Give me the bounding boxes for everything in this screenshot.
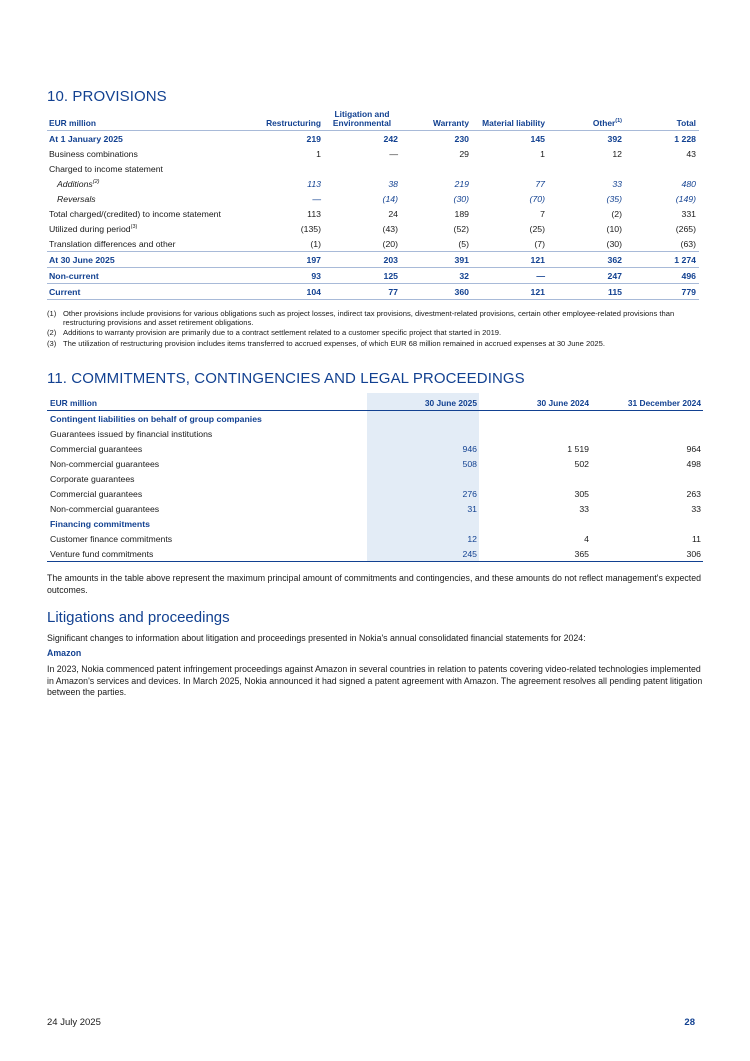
cell-value: 779 [625, 284, 699, 300]
provisions-row [47, 221, 699, 236]
cell-value: 502 [574, 458, 589, 469]
cell-value: 305 [574, 488, 589, 499]
cell-value: 276 [367, 486, 479, 501]
cell-value: 77 [324, 284, 401, 300]
provisions-footnotes [47, 309, 707, 349]
cell-value: (1) [310, 238, 321, 249]
commitments-row [47, 531, 703, 546]
provisions-row [47, 176, 699, 191]
cell-value [625, 161, 699, 176]
cell-value: 365 [479, 546, 591, 562]
litigation-intro: Significant changes to information about litigation and proceedings presented in Nokia's annual consolidated financial statements for 2024: [47, 633, 586, 643]
cell-value [591, 516, 703, 531]
cell-value [367, 471, 479, 486]
cell-value: 31 [367, 501, 479, 516]
cell-value: 113 [307, 178, 321, 189]
cell-value: 1 [540, 148, 545, 159]
footer-date: 24 July 2025 [47, 1017, 101, 1028]
cell-value: (14) [382, 193, 398, 204]
cell-value: 11 [691, 533, 701, 544]
cell-value: — [472, 268, 548, 284]
cell-value: 43 [686, 148, 696, 159]
header-other: Other$^{(1)}$ [592, 118, 622, 128]
cell-value: 104 [257, 284, 324, 300]
row-label: Translation differences and other [49, 238, 176, 249]
cell-value: 145 [472, 131, 548, 147]
row-label: Non-commercial guarantees [50, 503, 160, 514]
row-label: Commercial guarantees [50, 488, 143, 499]
header-total: Total [676, 118, 696, 128]
cell-value: (135) [300, 223, 321, 234]
cell-value: 508 [367, 456, 479, 471]
section-11-title: 11. COMMITMENTS, CONTINGENCIES AND LEGAL PROCEEDINGS [47, 370, 525, 387]
cell-value [591, 411, 703, 427]
footnote: (1) Other provisions include provisions for various obligations such as project losses, indirect tax provisions, divestment-related provisions, certain other employee-related provisions than restructuring provisions and asset retirement obligations. [47, 309, 675, 328]
cell-value: (7) [534, 238, 545, 249]
cell-value: 24 [388, 208, 398, 219]
cell-value: (35) [606, 193, 622, 204]
cell-value: 391 [401, 252, 472, 268]
cell-value: 1 274 [625, 252, 699, 268]
cell-value: 946 [367, 441, 479, 456]
row-label: Contingent liabilities on behalf of group companies [50, 413, 262, 424]
row-label: Current [47, 284, 257, 300]
footnote: (2) Additions to warranty provision are primarily due to a contract settlement related to a customer specific project that started in 2019. [47, 328, 502, 338]
provisions-row [47, 206, 699, 221]
cell-value: (265) [675, 223, 696, 234]
row-label: Customer finance commitments [50, 533, 173, 544]
row-label: Guarantees issued by financial institutions [50, 428, 213, 439]
header-30-june-2025: 30 June 2025 [367, 393, 479, 411]
cell-value [591, 471, 703, 486]
cell-value: 7 [540, 208, 545, 219]
header-eur-million: EUR million [50, 398, 97, 408]
cell-value [548, 161, 625, 176]
row-label: Corporate guarantees [50, 473, 135, 484]
cell-value: (70) [529, 193, 545, 204]
header-31-december-2024: 31 December 2024 [627, 398, 701, 408]
cell-value: 392 [548, 131, 625, 147]
header-eur-million: EUR million [49, 118, 96, 128]
cell-value: 1 519 [567, 443, 589, 454]
cell-value: 115 [548, 284, 625, 300]
cell-value: 113 [307, 208, 321, 219]
cell-value [479, 471, 591, 486]
cell-value: 219 [257, 131, 324, 147]
cell-value: (20) [382, 238, 398, 249]
cell-value [401, 161, 472, 176]
section-10-title: 10. PROVISIONS [47, 88, 167, 105]
cell-value: (2) [611, 208, 622, 219]
cell-value: 121 [472, 252, 548, 268]
header-30-june-2024: 30 June 2024 [536, 398, 589, 408]
cell-value: 360 [401, 284, 472, 300]
cell-value: — [389, 148, 398, 159]
provisions-row [47, 191, 699, 206]
cell-value: 12 [612, 148, 622, 159]
cell-value: (30) [606, 238, 622, 249]
row-label: Additions$^{(2)}$ [57, 178, 100, 189]
provisions-row [47, 284, 699, 300]
commitments-row [47, 486, 703, 501]
cell-value [479, 411, 591, 427]
cell-value: 33 [579, 503, 589, 514]
cell-value [257, 161, 324, 176]
row-label: Venture fund commitments [47, 546, 367, 562]
row-label: Reversals [57, 193, 96, 204]
cell-value: 29 [459, 148, 469, 159]
provisions-row [47, 268, 699, 284]
cell-value [479, 516, 591, 531]
commitments-header-row [47, 393, 703, 411]
litigation-title: Litigations and proceedings [47, 609, 230, 626]
cell-value [472, 161, 548, 176]
cell-value: 33 [612, 178, 622, 189]
cell-value: 1 [316, 148, 321, 159]
commitments-row [47, 441, 703, 456]
commitments-row [47, 546, 703, 562]
cell-value: 247 [548, 268, 625, 284]
commitments-note: The amounts in the table above represent the maximum principal amount of commitments and contingencies, and these amounts do not reflect management's expected outcomes. [47, 573, 701, 595]
cell-value [367, 426, 479, 441]
cell-value: 125 [324, 268, 401, 284]
provisions-row [47, 131, 699, 147]
cell-value [324, 161, 401, 176]
row-label: Financing commitments [50, 518, 150, 529]
row-label: Total charged/(credited) to income statement [49, 208, 221, 219]
cell-value: (149) [675, 193, 696, 204]
cell-value: 362 [548, 252, 625, 268]
provisions-header-row [47, 110, 699, 131]
cell-value: 1 228 [625, 131, 699, 147]
cell-value: 263 [686, 488, 701, 499]
row-label: Non-commercial guarantees [50, 458, 160, 469]
cell-value: 189 [454, 208, 469, 219]
header-litigation: Litigation and Environmental [332, 109, 392, 128]
page-number: 28 [684, 1017, 695, 1028]
row-label: At 1 January 2025 [47, 131, 257, 147]
header-material-liability: Material liability [482, 118, 545, 128]
cell-value: (52) [453, 223, 469, 234]
cell-value: 12 [367, 531, 479, 546]
commitments-table [47, 393, 703, 562]
provisions-row [47, 161, 699, 176]
cell-value: (63) [680, 238, 696, 249]
cell-value: 203 [324, 252, 401, 268]
footnote: (3) The utilization of restructuring provision includes items transferred to accrued expenses, of which EUR 68 million remained in accrued expenses at 30 June 2025. [47, 338, 605, 348]
cell-value: 480 [681, 178, 696, 189]
row-label: Business combinations [49, 148, 138, 159]
cell-value: 306 [591, 546, 703, 562]
cell-value [367, 411, 479, 427]
header-restructuring: Restructuring [266, 118, 321, 128]
cell-value: 33 [691, 503, 701, 514]
row-label: At 30 June 2025 [47, 252, 257, 268]
amazon-body: In 2023, Nokia commenced patent infringement proceedings against Amazon in several countries in relation to patents covering video-related technologies implemented in Amazon's services and devices. In March 2025, Nokia announced it had signed a patent agreement with Amazon. The agreement resolves all pending patent litigation between the parties. [47, 664, 703, 697]
cell-value: (25) [529, 223, 545, 234]
provisions-row [47, 146, 699, 161]
cell-value: 245 [367, 546, 479, 562]
amazon-subtitle: Amazon [47, 648, 82, 658]
cell-value: 242 [324, 131, 401, 147]
provisions-row [47, 236, 699, 252]
row-label: Utilized during period$^{(3)}$ [49, 223, 138, 234]
commitments-row [47, 471, 703, 486]
cell-value: 121 [472, 284, 548, 300]
cell-value: 32 [401, 268, 472, 284]
cell-value: (43) [382, 223, 398, 234]
commitments-row [47, 501, 703, 516]
cell-value: 964 [686, 443, 701, 454]
cell-value [479, 426, 591, 441]
cell-value: (10) [606, 223, 622, 234]
cell-value: 496 [625, 268, 699, 284]
cell-value: 93 [257, 268, 324, 284]
commitments-row [47, 411, 703, 427]
header-warranty: Warranty [433, 118, 469, 128]
cell-value: 331 [681, 208, 696, 219]
cell-value: (5) [458, 238, 469, 249]
row-label: Commercial guarantees [50, 443, 143, 454]
cell-value: 230 [401, 131, 472, 147]
provisions-table [47, 110, 699, 300]
commitments-row [47, 426, 703, 441]
commitments-row [47, 456, 703, 471]
cell-value [591, 426, 703, 441]
provisions-row [47, 252, 699, 268]
row-label: Charged to income statement [49, 163, 163, 174]
cell-value: 197 [257, 252, 324, 268]
cell-value [367, 516, 479, 531]
cell-value: 4 [584, 533, 589, 544]
cell-value: 38 [388, 178, 398, 189]
cell-value: 219 [454, 178, 469, 189]
cell-value: 498 [686, 458, 701, 469]
cell-value: — [312, 193, 321, 204]
row-label: Non-current [47, 268, 257, 284]
cell-value: 77 [535, 178, 545, 189]
commitments-row [47, 516, 703, 531]
cell-value: (30) [453, 193, 469, 204]
